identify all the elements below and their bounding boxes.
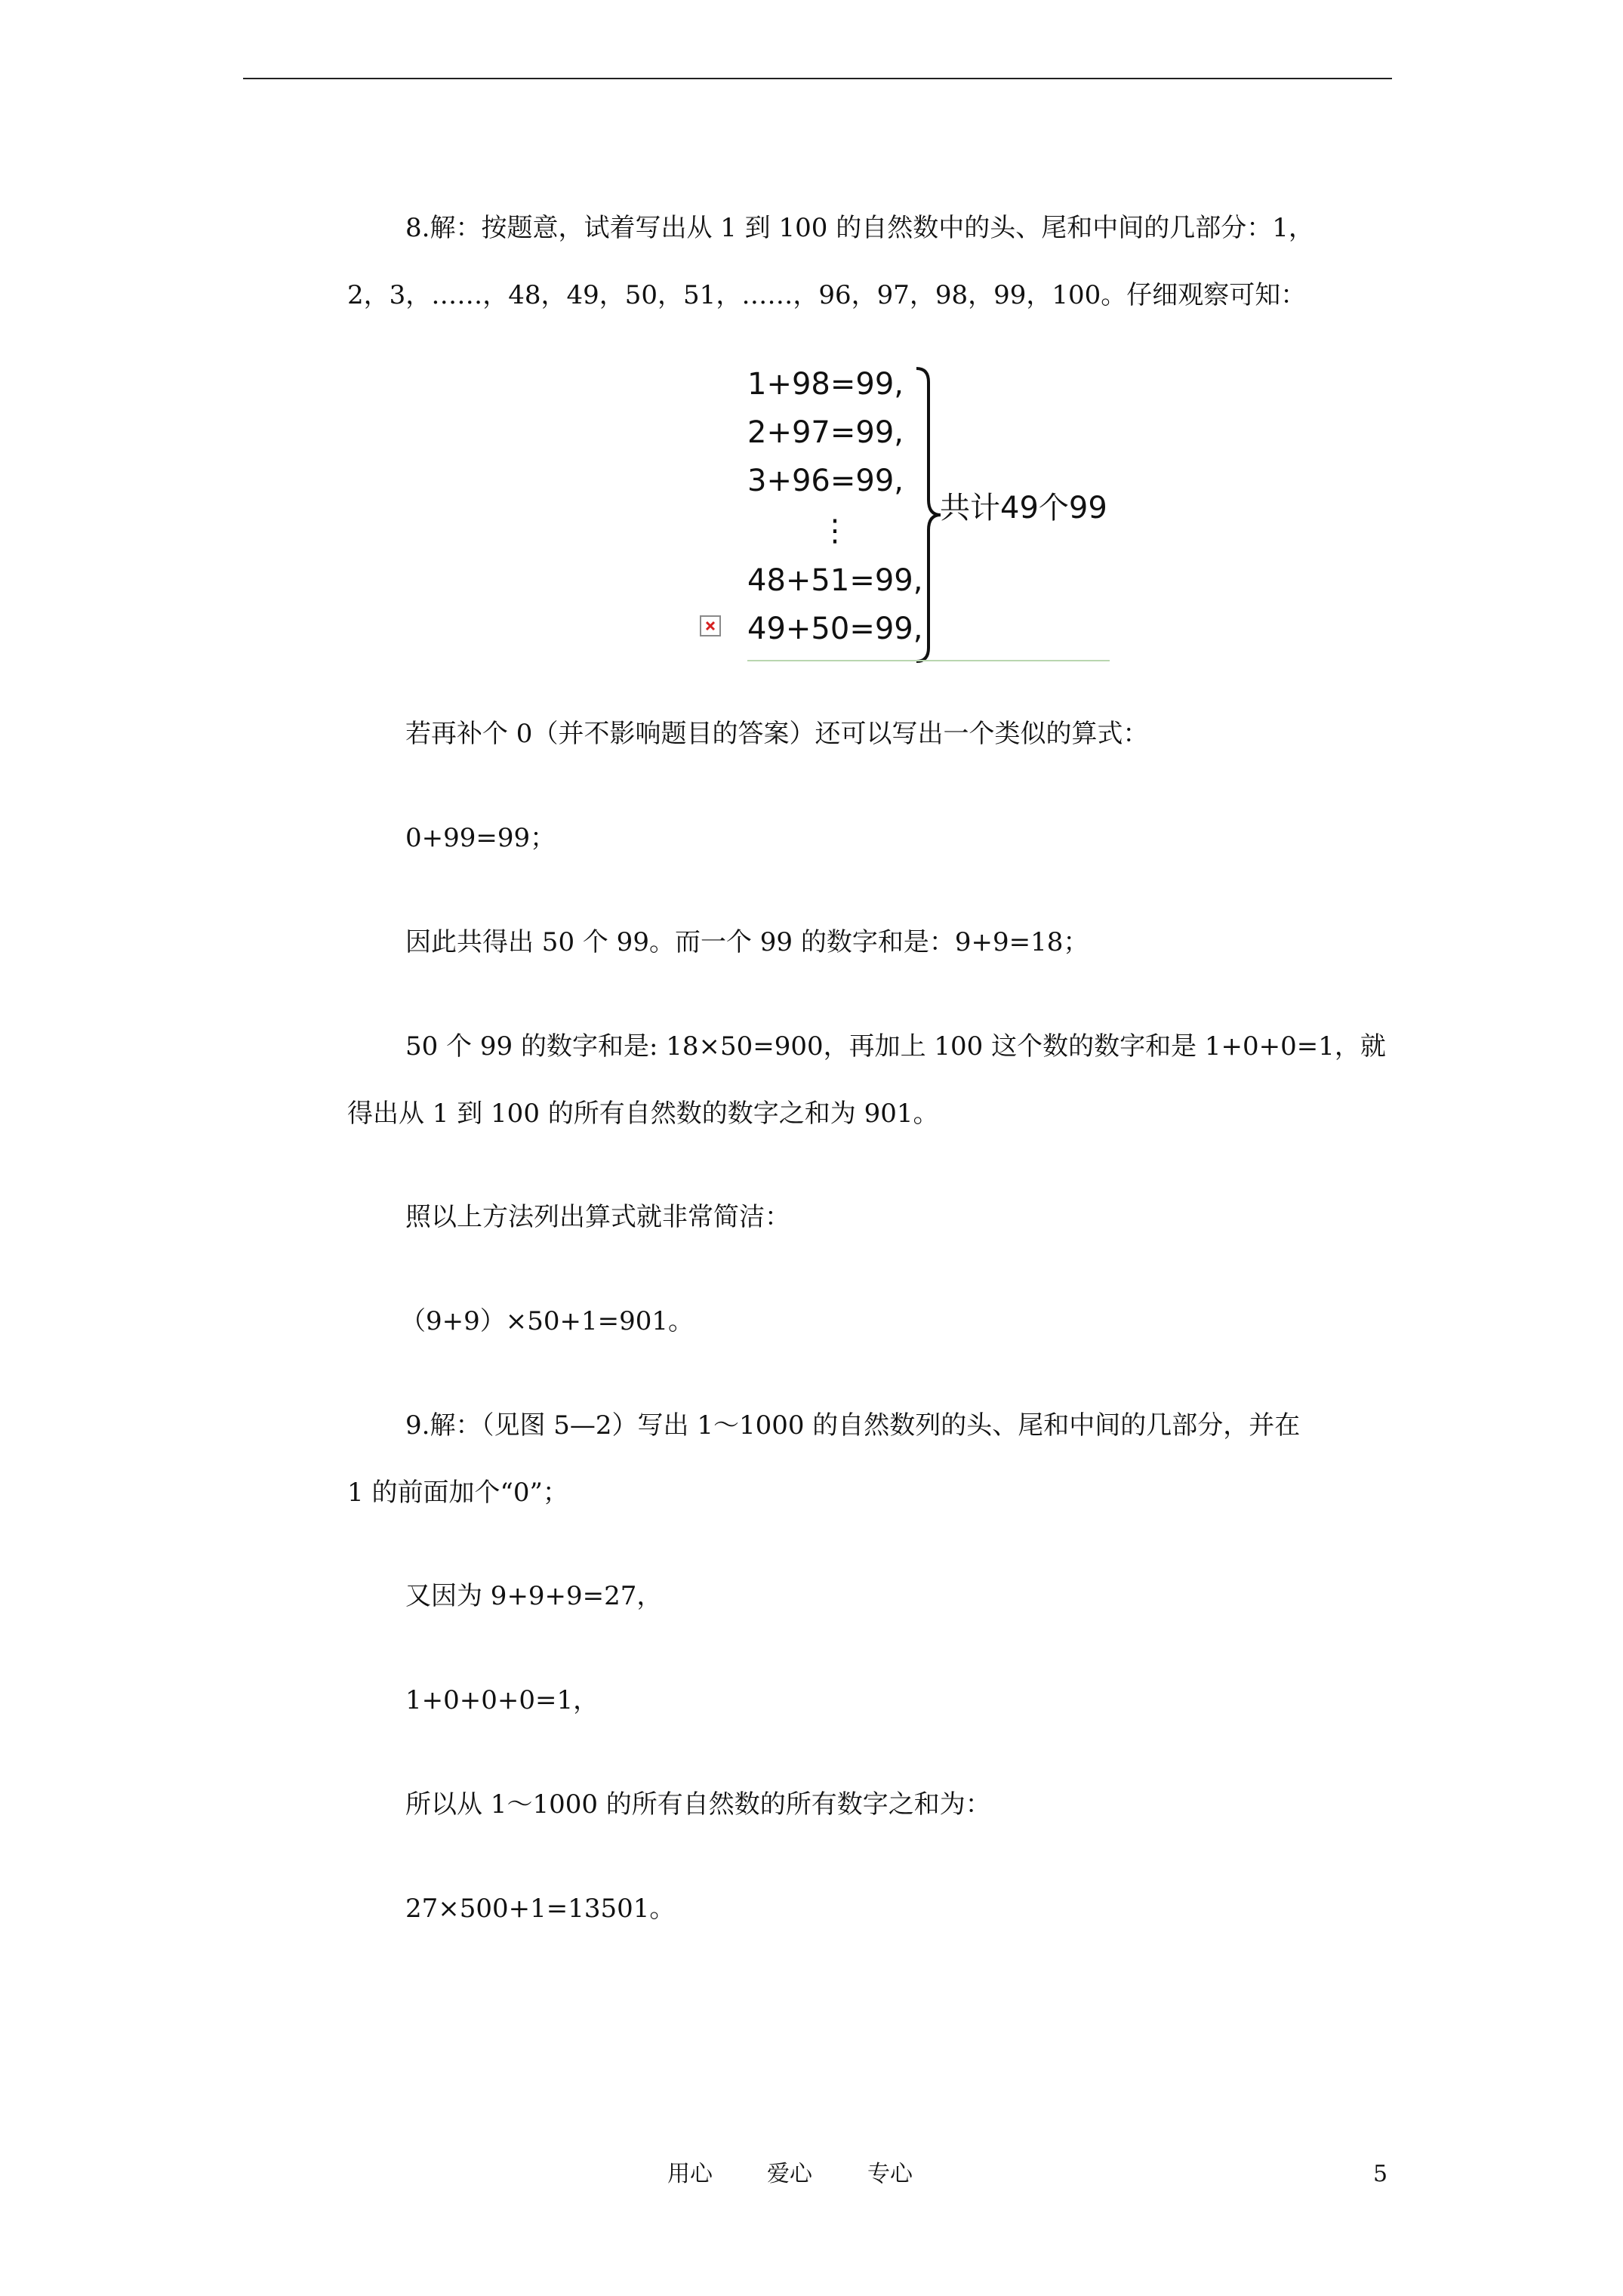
equation-49: 49+50=99, xyxy=(747,612,923,646)
solution-8-line-1: 8.解：按题意，试着写出从 1 到 100 的自然数中的头、尾和中间的几部分：1， xyxy=(405,213,1314,243)
brace-label: 共计49个99 xyxy=(940,491,1107,525)
result-text: 27×500+1=13501。 xyxy=(405,1894,676,1924)
figure-underline xyxy=(747,660,1110,661)
supplement-zero-text: 若再补个 0（并不影响题目的答案）还可以写出一个类似的算式： xyxy=(405,719,1149,749)
vertical-ellipsis: ⋮ xyxy=(820,513,850,548)
formula-text: （9+9）×50+1=901。 xyxy=(400,1306,694,1336)
method-text: 照以上方法列出算式就非常简洁： xyxy=(405,1202,790,1232)
right-brace xyxy=(913,367,944,663)
equation-figure xyxy=(694,361,1117,678)
solution-8-line-2: 2，3，……，48，49，50，51，……，96，97，98，99，100。仔细观察可知： xyxy=(347,280,1307,310)
footer-motto-1: 用心 xyxy=(667,2161,713,2187)
solution-9-line-2: 1 的前面加个“0”； xyxy=(347,1478,568,1508)
footer-motto-3: 专心 xyxy=(867,2161,913,2187)
digit-sum-line-1: 50 个 99 的数字和是: 18×50=900，再加上 100 这个数的数字和是 1+0+0=1，就 xyxy=(405,1031,1386,1062)
broken-image-icon xyxy=(700,615,721,636)
therefore-text: 所以从 1～1000 的所有自然数的所有数字之和为： xyxy=(405,1789,991,1820)
equation-3: 3+96=99, xyxy=(747,464,904,498)
footer-motto-2: 爱心 xyxy=(767,2161,812,2187)
ones-equation: 1+0+0+0=1， xyxy=(405,1685,599,1715)
equation-2: 2+97=99, xyxy=(747,415,904,450)
total-fifty-text: 因此共得出 50 个 99。而一个 99 的数字和是：9+9=18； xyxy=(405,927,1089,957)
equation-zero: 0+99=99； xyxy=(405,823,556,853)
because-text: 又因为 9+9+9=27， xyxy=(405,1581,663,1611)
equation-48: 48+51=99, xyxy=(747,563,923,598)
equation-1: 1+98=99, xyxy=(747,367,904,402)
solution-9-line-1: 9.解：（见图 5—2）写出 1～1000 的自然数列的头、尾和中间的几部分，并在 xyxy=(405,1410,1301,1441)
digit-sum-line-2: 得出从 1 到 100 的所有自然数的数字之和为 901。 xyxy=(347,1099,939,1129)
header-rule xyxy=(243,78,1392,79)
page-number: 5 xyxy=(1373,2161,1388,2187)
